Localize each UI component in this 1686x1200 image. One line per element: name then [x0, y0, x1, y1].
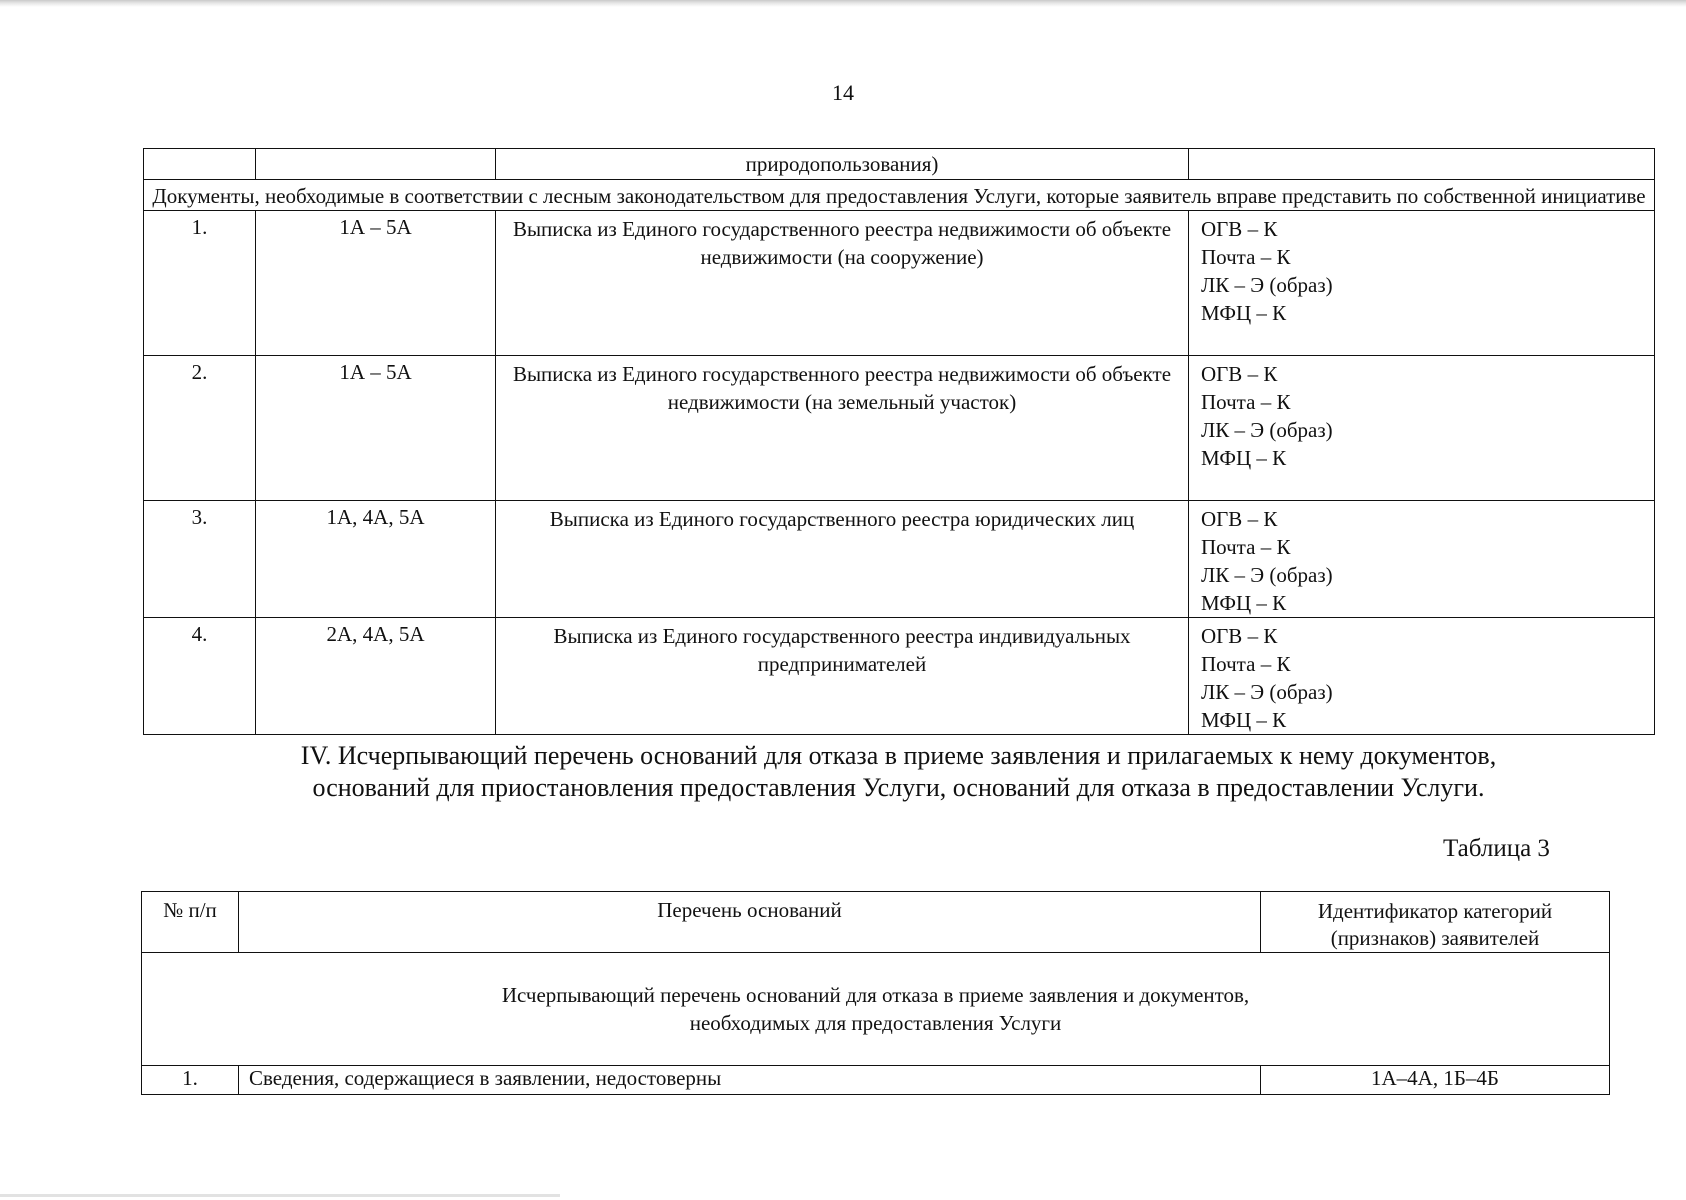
row-ids: 1А–4А, 1Б–4Б	[1261, 1066, 1610, 1095]
way-item: ОГВ – К	[1201, 624, 1278, 648]
table-header-row	[142, 892, 1610, 953]
table-row-continuation	[144, 149, 1655, 180]
way-item: МФЦ – К	[1201, 708, 1287, 732]
way-item: Почта – К	[1201, 390, 1291, 414]
section-line: необходимых для предоставления Услуги	[689, 1011, 1062, 1035]
row-number: 1.	[144, 211, 256, 356]
header-list: Перечень оснований	[239, 892, 1261, 953]
way-item: МФЦ – К	[1201, 591, 1287, 615]
section-header: Документы, необходимые в соответствии с лесным законодательством для предоставления Услуги, которые заявитель вправе представить по собственной инициативе	[144, 180, 1655, 211]
way-item: ОГВ – К	[1201, 217, 1278, 241]
scan-edge-bottom	[0, 1194, 560, 1197]
table-caption: Таблица 3	[1443, 835, 1550, 862]
table-row	[142, 1066, 1610, 1095]
row-categories: 1А, 4А, 5А	[256, 501, 496, 618]
page-number: 14	[832, 80, 854, 105]
row-document: Выписка из Единого государственного реестра недвижимости об объекте недвижимости (на земельный участок)	[496, 356, 1189, 501]
header-num: № п/п	[142, 892, 239, 953]
section-line: Исчерпывающий перечень оснований для отказа в приеме заявления и документов,	[501, 983, 1250, 1007]
scan-edge-top	[0, 0, 1686, 7]
table-row	[144, 356, 1655, 501]
way-item: Почта – К	[1201, 652, 1291, 676]
row-categories: 1А – 5А	[256, 356, 496, 501]
row-ways	[1189, 356, 1655, 501]
documents-table	[143, 148, 1655, 735]
section-header-row	[144, 180, 1655, 211]
row-number: 3.	[144, 501, 256, 618]
header-id	[1261, 892, 1610, 953]
way-item: ОГВ – К	[1201, 362, 1278, 386]
table-row	[144, 211, 1655, 356]
row-number: 1.	[142, 1066, 239, 1095]
row-ground: Сведения, содержащиеся в заявлении, недостоверны	[239, 1066, 1261, 1095]
way-item: МФЦ – К	[1201, 301, 1287, 325]
section-iv-line: IV. Исчерпывающий перечень оснований для отказа в приеме заявления и прилагаемых к нему документов,	[300, 741, 1497, 770]
way-item: ЛК – Э (образ)	[1201, 418, 1333, 442]
table-row	[144, 618, 1655, 735]
row-categories: 1А – 5А	[256, 211, 496, 356]
section-iv-title	[143, 740, 1654, 804]
row-document: Выписка из Единого государственного реестра недвижимости об объекте недвижимости (на сооружение)	[496, 211, 1189, 356]
row-document: Выписка из Единого государственного реестра юридических лиц	[496, 501, 1189, 618]
way-item: Почта – К	[1201, 245, 1291, 269]
row-number: 4.	[144, 618, 256, 735]
header-id-line: (признаков) заявителей	[1330, 926, 1540, 950]
grounds-table	[141, 891, 1610, 1095]
row-ways	[1189, 618, 1655, 735]
way-item: ЛК – Э (образ)	[1201, 273, 1333, 297]
row-number: 2.	[144, 356, 256, 501]
table3-section-header	[142, 953, 1610, 1066]
way-item: ЛК – Э (образ)	[1201, 563, 1333, 587]
row-categories: 2А, 4А, 5А	[256, 618, 496, 735]
table-row	[144, 501, 1655, 618]
way-item: МФЦ – К	[1201, 446, 1287, 470]
continuation-text: природопользования)	[496, 149, 1189, 180]
row-ways	[1189, 211, 1655, 356]
section-row	[142, 953, 1610, 1066]
section-iv-line: оснований для приостановления предоставления Услуги, оснований для отказа в предоставлении Услуги.	[312, 773, 1485, 802]
row-document: Выписка из Единого государственного реестра индивидуальных предпринимателей	[496, 618, 1189, 735]
row-ways	[1189, 501, 1655, 618]
way-item: ЛК – Э (образ)	[1201, 680, 1333, 704]
way-item: Почта – К	[1201, 535, 1291, 559]
header-id-line: Идентификатор категорий	[1317, 899, 1553, 923]
way-item: ОГВ – К	[1201, 507, 1278, 531]
